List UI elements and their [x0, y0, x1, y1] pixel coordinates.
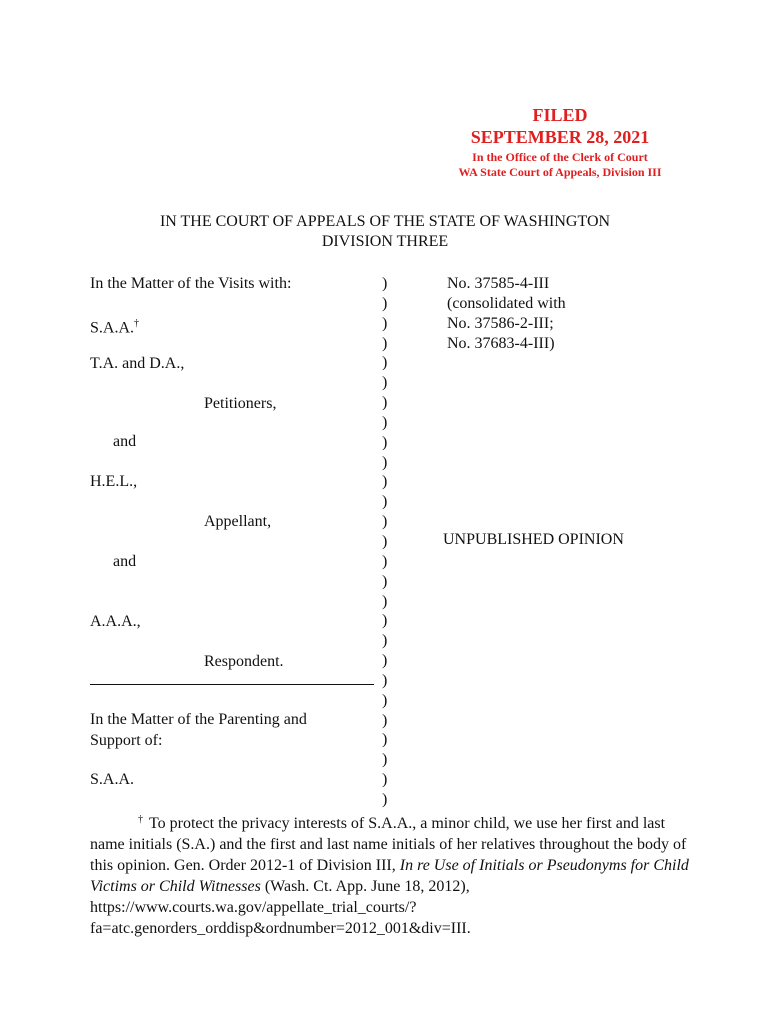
case-number-block	[447, 274, 566, 354]
filed-stamp	[430, 104, 690, 180]
filed-court: WA State Court of Appeals, Division III	[458, 165, 662, 179]
role-respondent: Respondent.	[204, 653, 284, 670]
child-initials: S.A.A.	[90, 319, 135, 337]
and-1: and	[113, 433, 137, 450]
footnote-mark: †	[138, 813, 143, 825]
footnote-text: To protect the privacy interests of S.A.A., a minor child, we use her first and last name initials (S.A.) and the first and last name initials of her relatives throughout the body of this opinion. Gen. Order 2012-1 of Division III,	[90, 815, 687, 874]
and-2: and	[113, 553, 137, 570]
role-appellant: Appellant,	[204, 513, 272, 530]
party-appellant: H.E.L.,	[90, 473, 138, 490]
footnote	[90, 813, 690, 939]
party-respondent: A.A.A.,	[90, 613, 141, 630]
child-name-2: S.A.A.	[90, 771, 135, 788]
caption-parentheses: ) ) ) ) ) ) ) ) ) ) ) ) ) ) ) ) ) ) ) ) ) ) ) ) ) ) )	[382, 275, 388, 808]
caption-divider	[90, 684, 374, 685]
footnote-citation-title: In re Use of Initials or Pseudonyms for Child Victims or Child Witnesses	[90, 857, 689, 895]
consolidated-line1: (consolidated with	[447, 295, 566, 312]
filed-label: FILED	[532, 105, 588, 125]
footnote-ref: †	[134, 318, 140, 329]
filed-office: In the Office of the Clerk of Court	[472, 150, 648, 164]
matter-visits: In the Matter of the Visits with:	[90, 275, 292, 292]
matter-parenting-line1: In the Matter of the Parenting and	[90, 711, 307, 728]
role-petitioners: Petitioners,	[204, 395, 277, 412]
child-name-1	[90, 314, 139, 338]
court-name: IN THE COURT OF APPEALS OF THE STATE OF WASHINGTON	[159, 213, 611, 230]
party-petitioners: T.A. and D.A.,	[90, 355, 185, 372]
opinion-type: UNPUBLISHED OPINION	[443, 531, 624, 548]
court-division: DIVISION THREE	[321, 233, 449, 250]
consolidated-line3: No. 37683-4-III)	[447, 335, 555, 352]
matter-parenting-line2: Support of:	[90, 732, 163, 749]
court-heading	[0, 212, 770, 252]
case-number: No. 37585-4-III	[447, 275, 550, 292]
footnote-text-end: (Wash. Ct. App. June 18, 2012), https://www.courts.wa.gov/appellate_trial_courts/?fa=atc.genorders_orddisp&ordnumber=2012_001&div=III.	[90, 878, 471, 937]
consolidated-line2: No. 37586-2-III;	[447, 315, 554, 332]
filed-date: SEPTEMBER 28, 2021	[470, 127, 650, 147]
